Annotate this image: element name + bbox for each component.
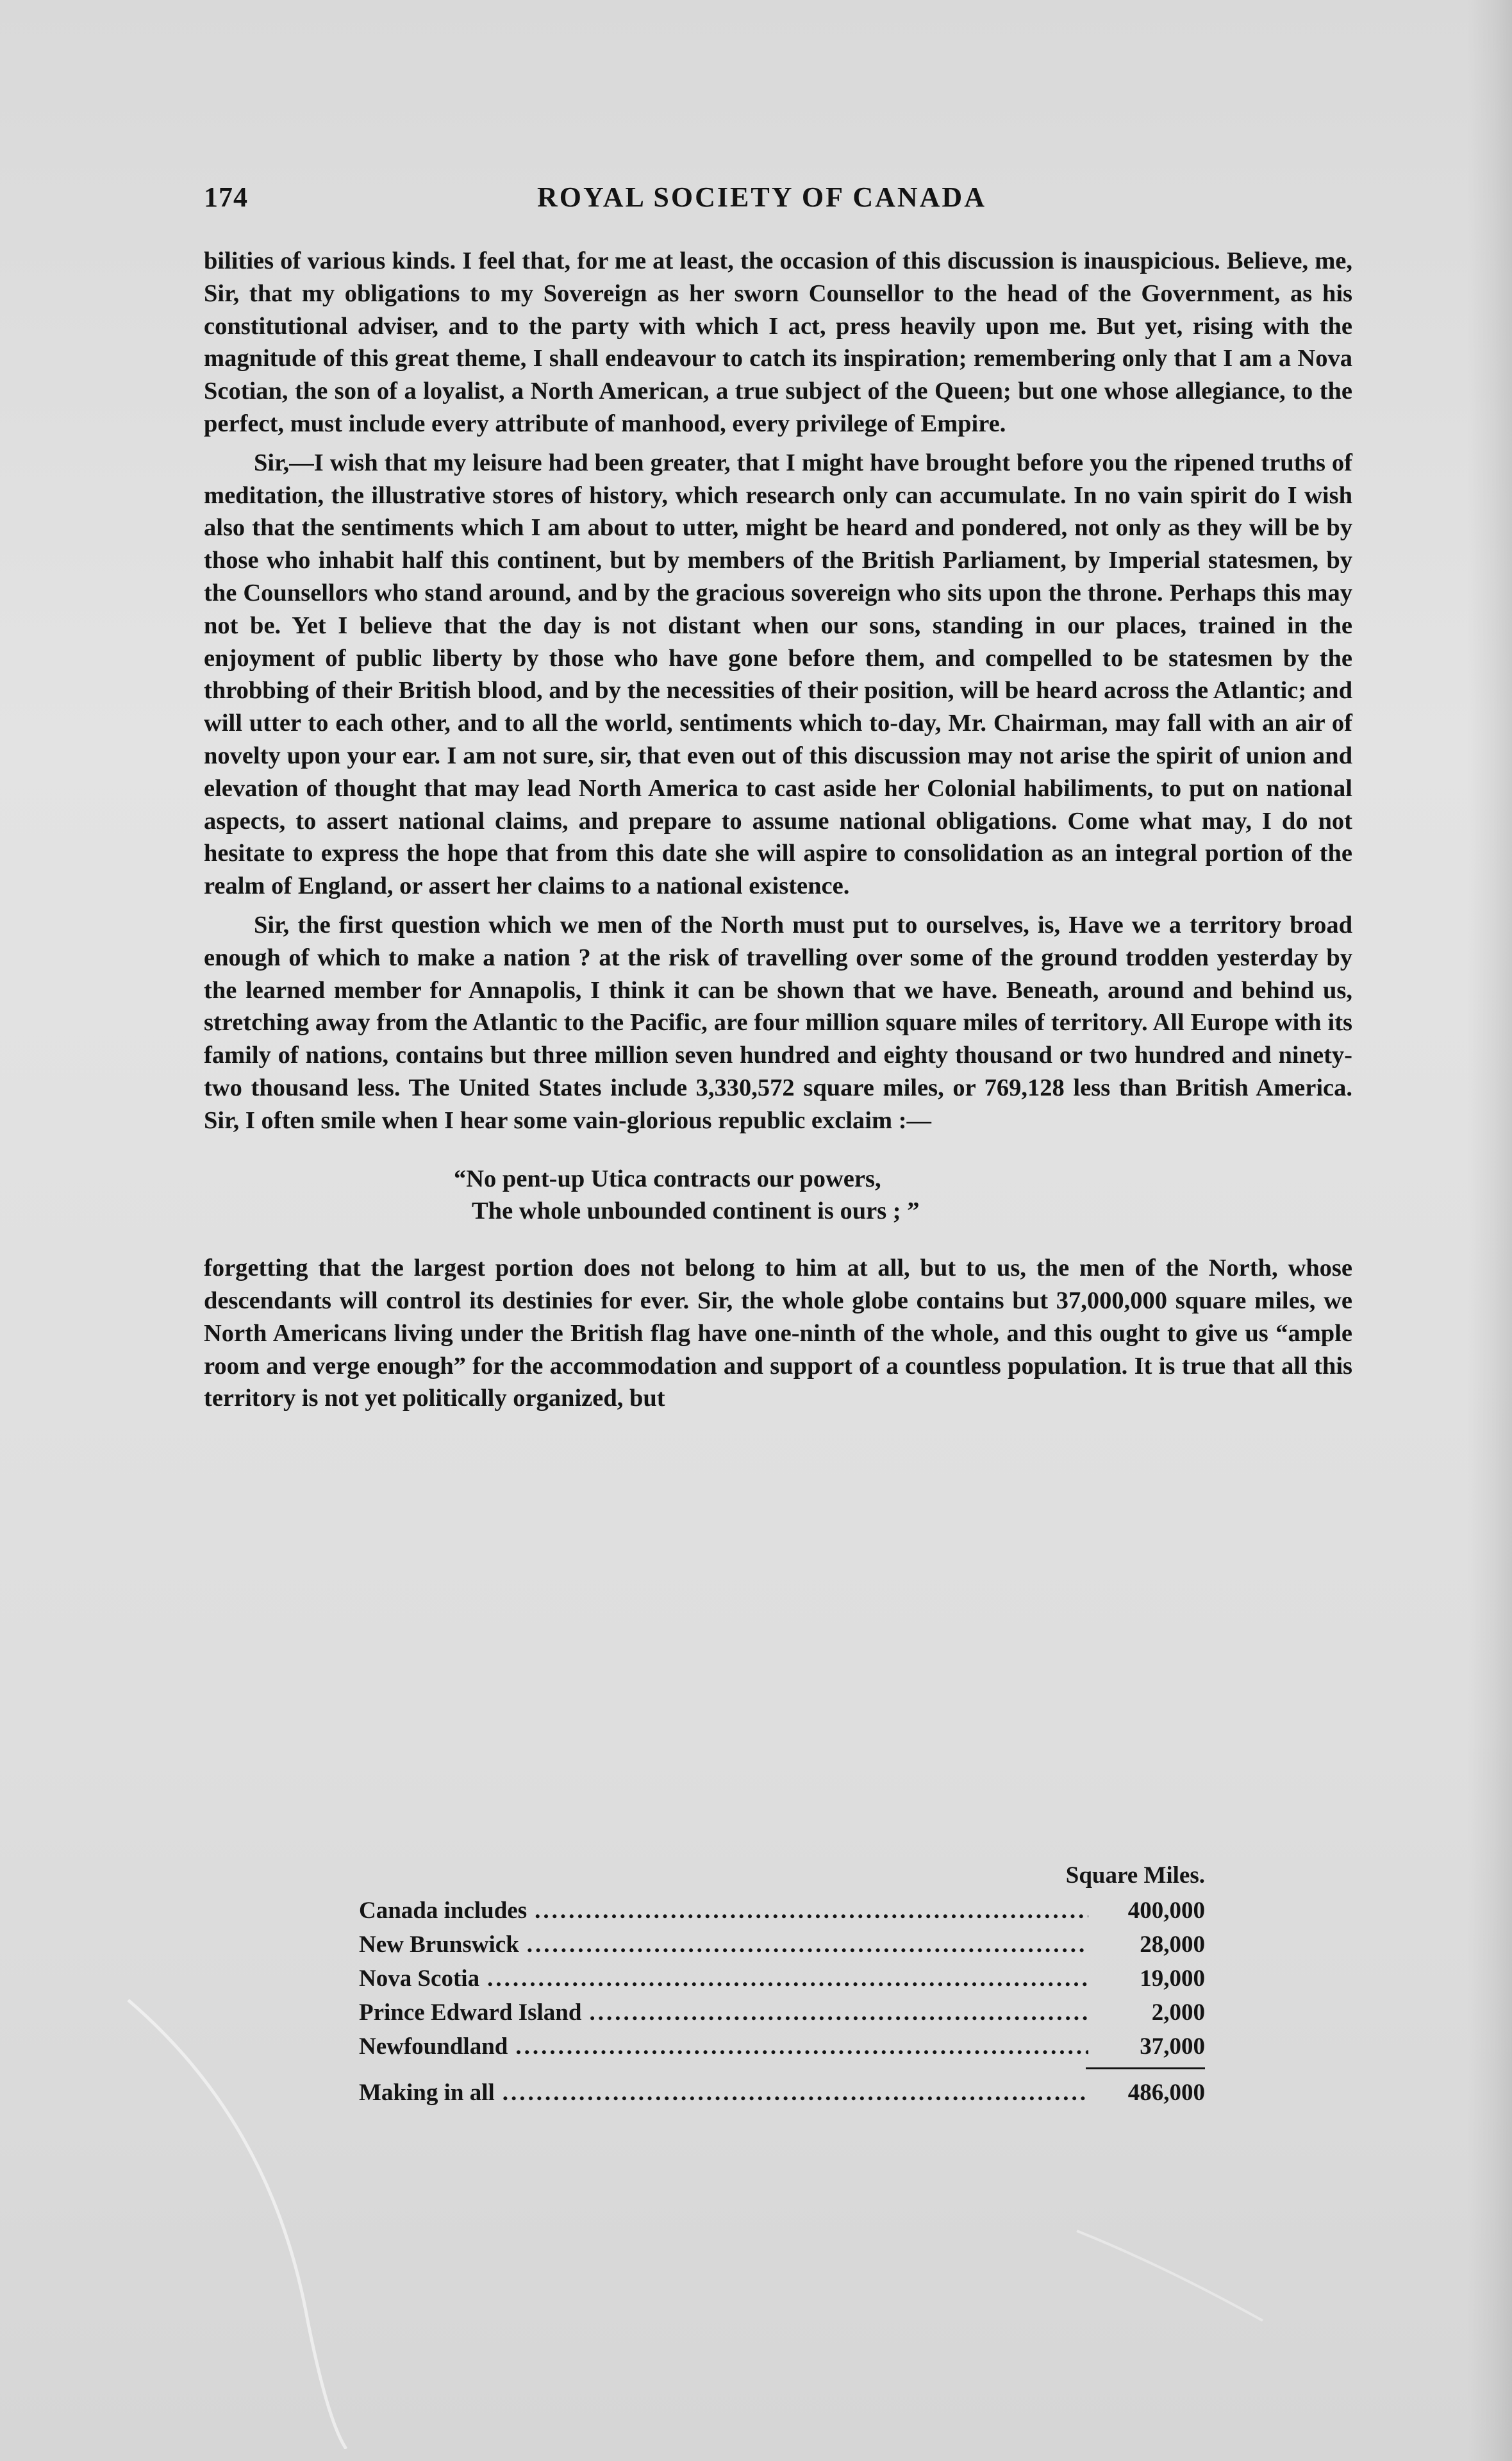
- row-label: Newfoundland: [359, 2033, 508, 2060]
- row-value: 2,000: [1151, 1999, 1205, 2026]
- total-label: Making in all: [359, 2080, 495, 2106]
- table-row: [359, 1996, 1205, 2030]
- paragraph-4: forgetting that the largest portion does not belong to him at all, but to us, the men of the North, whose descendants will control its destinies for ever. Sir, the whole globe contains but 37,000,000 square miles, we North Americans living under the British flag have one-ninth of the whole, and this ought to give us “ample room and verge enough” for the accommodation and support of a countless population. It is true that all this territory is not yet politically organized, but: [204, 1255, 1352, 1412]
- table-total-row: [359, 2076, 1205, 2110]
- row-value: 37,000: [1140, 2033, 1205, 2060]
- paragraph-3: Sir, the first question which we men of the North must put to ourselves, is, Have we a territory broad enough of which to make a nation ? at the risk of travelling over some of the ground trodden yesterday by the learned member for Annapolis, I think it can be shown that we have. Beneath, around and behind us, stretching away from the Atlantic to the Pacific, are four million square miles of territory. All Europe with its family of nations, contains but three million seven hundred and eighty thousand or two hundred and ninety-two thousand less. The United States include 3,330,572 square miles, or 769,128 less than British America. Sir, I often smile when I hear some vain-glorious republic exclaim :—: [204, 911, 1352, 1134]
- table-row: [359, 1894, 1205, 1928]
- sum-rule: [1086, 2067, 1205, 2069]
- paragraph-1: bilities of various kinds. I feel that, for me at least, the occasion of this discussion is inauspicious. Believe, me, Sir, that my obligations to my Sovereign as her sworn Counsellor to the head of the Government, as his constitutional adviser, and to the party with which I act, press heavily upon me. But yet, rising with the magnitude of this great theme, I shall endeavour to catch its inspiration; remembering only that I am a Nova Scotian, the son of a loyalist, a North American, a true subject of the Queen; but one whose allegiance, to the perfect, must include every attribute of manhood, every privilege of Empire.: [204, 247, 1352, 437]
- row-label: Nova Scotia: [359, 1965, 480, 1992]
- row-label: New Brunswick: [359, 1931, 519, 1958]
- verse-line-2: The whole unbounded continent is ours ; ”: [472, 1197, 920, 1225]
- dot-leader: [589, 1996, 1088, 2030]
- dot-leader: [515, 2030, 1088, 2064]
- dot-leader: [503, 2076, 1088, 2110]
- dot-leader: [527, 1928, 1088, 1962]
- row-value: 19,000: [1140, 1965, 1205, 1992]
- paragraph-2: Sir,—I wish that my leisure had been greater, that I might have brought before you the ripened truths of meditation, the illustrative stores of history, which research only can accumulate. In no vain spirit do I wish also that the sentiments which I am about to utter, might be heard and pondered, not only as they will be by those who inhabit half this continent, but by members of the British Parliament, by Imperial statesmen, by the Counsellors who stand around, and by the gracious sovereign who sits upon the throne. Perhaps this may not be. Yet I believe that the day is not distant when our sons, standing in our places, trained in the enjoyment of public liberty by those who have gone before them, and compelled to be statesmen by the throbbing of their British blood, and by the necessities of their position, will be heard across the Atlantic; and will utter to each other, and to all the world, sentiments which to-day, Mr. Chairman, may fall with an air of novelty upon your ear. I am not sure, sir, that even out of this discussion may not arise the spirit of union and elevation of thought that may lead North America to cast aside her Colonial habiliments, to put on national aspects, to assert national claims, and prepare to assume national obligations. Come what may, I do not hesitate to express the hope that from this date she will aspire to consolidation as an integral portion of the realm of England, or assert her claims to a national existence.: [204, 449, 1352, 900]
- scan-shadow-edge: [1467, 0, 1512, 2461]
- row-label: Canada includes: [359, 1898, 528, 1924]
- territory-table: [359, 1858, 1205, 2110]
- verse-quotation: [204, 1163, 1352, 1228]
- table-row: [359, 1962, 1205, 1996]
- dot-leader: [487, 1962, 1088, 1996]
- verse-line-1: “No pent-up Utica contracts our powers,: [454, 1165, 881, 1192]
- body-text: [204, 245, 1352, 1421]
- table-column-header: Square Miles.: [1065, 1862, 1205, 1889]
- row-label: Prince Edward Island: [359, 1999, 582, 2026]
- page-header: [204, 181, 1358, 219]
- running-title: ROYAL SOCIETY OF CANADA: [537, 181, 986, 213]
- total-value: 486,000: [1127, 2080, 1205, 2106]
- page-number: 174: [204, 181, 248, 213]
- table-row: [359, 1928, 1205, 1962]
- row-value: 400,000: [1127, 1898, 1205, 1924]
- dot-leader: [535, 1894, 1088, 1928]
- table-row: [359, 2030, 1205, 2064]
- row-value: 28,000: [1140, 1931, 1205, 1958]
